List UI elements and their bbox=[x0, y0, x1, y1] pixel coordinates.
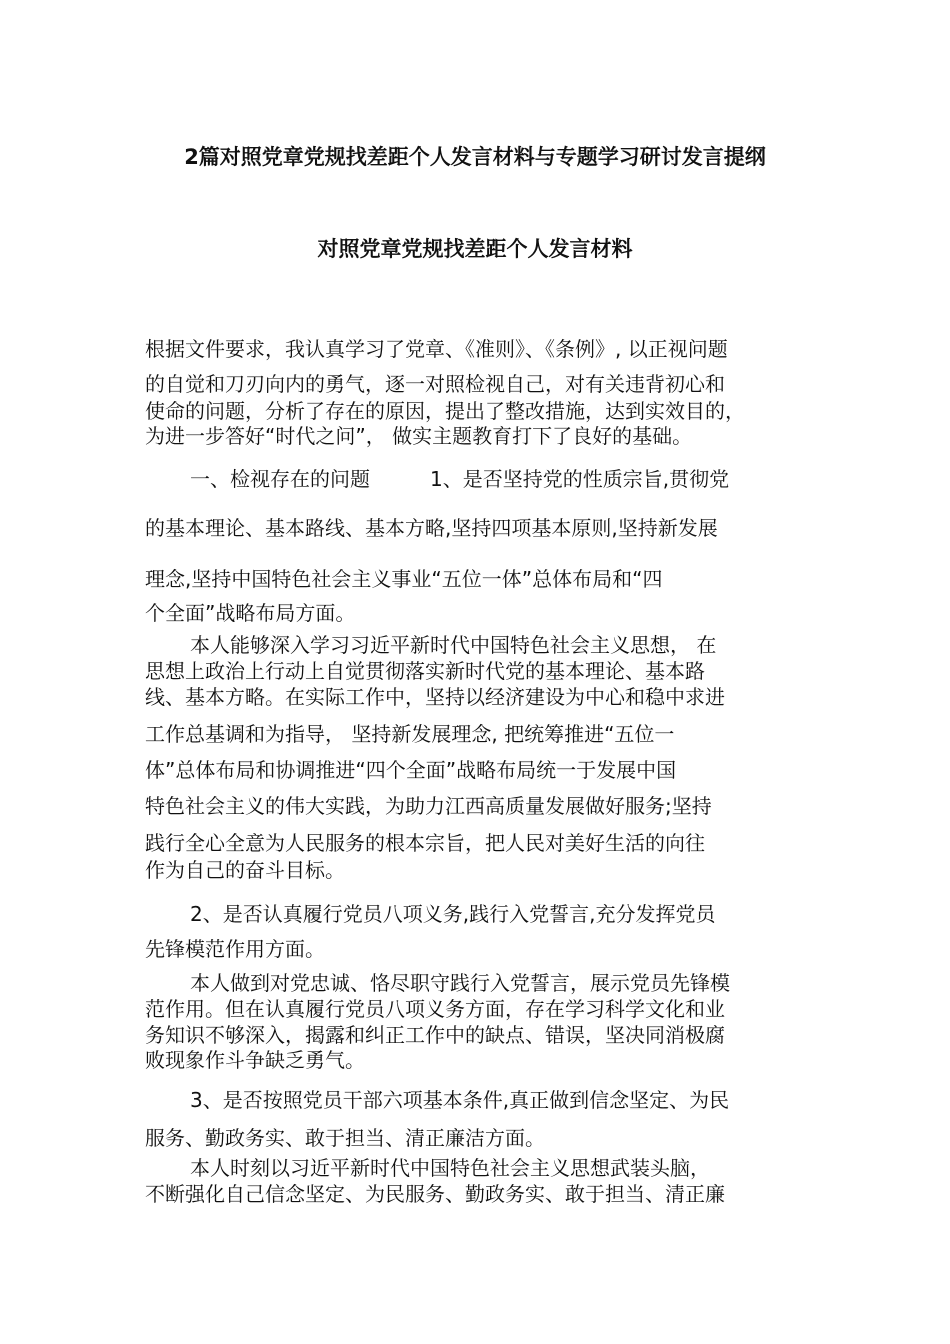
body-line: 本人做到对党忠诚、恪尽职守践行入党誓言，展示党员先锋模 bbox=[190, 971, 730, 995]
body-line: 为进一步答好“时代之问”， 做实主题教育打下了良好的基础。 bbox=[145, 424, 693, 448]
body-line: 本人时刻以习近平新时代中国特色社会主义思想武装头脑， bbox=[190, 1156, 710, 1180]
body-line: 体”总体布局和协调推进“四个全面”战略布局统一于发展中国 bbox=[145, 758, 677, 782]
body-line: 服务、勤政务实、敢于担当、清正廉洁方面。 bbox=[145, 1126, 545, 1150]
body-line: 本人能够深入学习习近平新时代中国特色社会主义思想， 在 bbox=[190, 633, 717, 657]
body-line: 个全面”战略布局方面。 bbox=[145, 601, 356, 625]
body-line: 作为自己的奋斗目标。 bbox=[145, 858, 345, 882]
document-title: 2篇对照党章党规找差距个人发言材料与专题学习研讨发言提纲 bbox=[184, 145, 766, 169]
body-line: 工作总基调和为指导， 坚持新发展理念, 把统筹推进“五位一 bbox=[145, 722, 675, 746]
body-line: 范作用。但在认真履行党员八项义务方面，存在学习科学文化和业 bbox=[145, 997, 725, 1021]
body-line: 理念,坚持中国特色社会主义事业“五位一体”总体布局和“四 bbox=[145, 567, 663, 591]
section-heading-line: 一、检视存在的问题 1、是否坚持党的性质宗旨,贯彻党 bbox=[190, 467, 730, 491]
body-line: 使命的问题，分析了存在的原因，提出了整改措施，达到实效目的， bbox=[145, 399, 745, 423]
body-line: 的基本理论、基本路线、基本方略,坚持四项基本原则,坚持新发展 bbox=[145, 516, 718, 540]
body-line: 思想上政治上行动上自觉贯彻落实新时代党的基本理论、基本路 bbox=[145, 659, 705, 683]
body-line: 务知识不够深入，揭露和纠正工作中的缺点、错误，坚决同消极腐 bbox=[145, 1023, 725, 1047]
body-line: 败现象作斗争缺乏勇气。 bbox=[145, 1048, 365, 1072]
body-line: 先锋模范作用方面。 bbox=[145, 937, 325, 961]
body-line: 特色社会主义的伟大实践，为助力江西高质量发展做好服务;坚持 bbox=[145, 794, 712, 818]
body-line: 线、基本方略。在实际工作中，坚持以经济建设为中心和稳中求进 bbox=[145, 685, 725, 709]
body-line: 不断强化自己信念坚定、为民服务、勤政务实、敢于担当、清正廉 bbox=[145, 1182, 725, 1206]
body-line: 根据文件要求，我认真学习了党章、《准则》、《条例》, 以正视问题 bbox=[145, 337, 728, 361]
document-subtitle: 对照党章党规找差距个人发言材料 bbox=[317, 237, 633, 261]
section-item-line: 2、是否认真履行党员八项义务,践行入党誓言,充分发挥党员 bbox=[190, 902, 716, 926]
body-line: 的自觉和刀刃向内的勇气，逐一对照检视自己，对有关违背初心和 bbox=[145, 372, 725, 396]
section-item-line: 3、是否按照党员干部六项基本条件,真正做到信念坚定、为民 bbox=[190, 1088, 730, 1112]
body-line: 践行全心全意为人民服务的根本宗旨，把人民对美好生活的向往 bbox=[145, 831, 705, 855]
